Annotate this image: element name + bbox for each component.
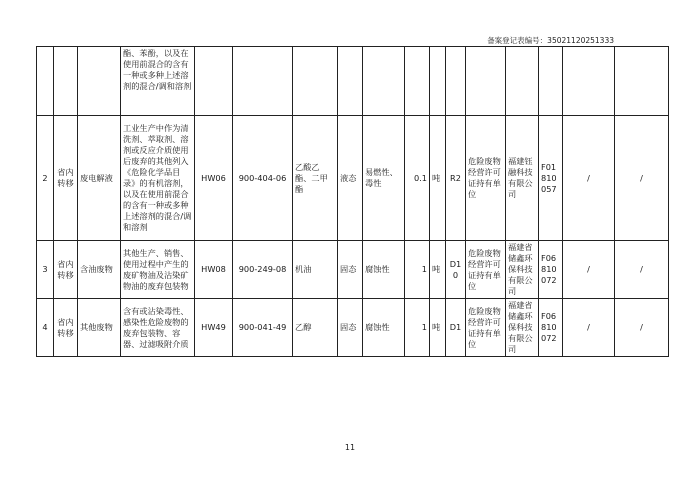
cell-receiver-code: F01810057 (539, 116, 563, 241)
page-number: 11 (344, 443, 356, 452)
cell-blank (338, 47, 363, 116)
cell-quantity: 1 (405, 241, 430, 299)
cell-col15: / (615, 116, 669, 241)
cell-category: HW06 (195, 116, 233, 241)
cell-transfer: 省内转移 (54, 116, 78, 241)
cell-receiver: 福建省储鑫环保科技有限公司 (506, 241, 539, 299)
cell-blank (405, 47, 430, 116)
cell-blank (54, 47, 78, 116)
cell-receiver: 福建钰融科技有限公司 (506, 116, 539, 241)
cell-code: 900-404-06 (233, 116, 293, 241)
record-number: 备案登记表编号：35021120251333 (487, 36, 614, 45)
cell-blank (563, 47, 615, 116)
waste-transfer-table (36, 46, 669, 357)
cell-blank (363, 47, 405, 116)
cell-hazard: 易燃性、毒性 (363, 116, 405, 241)
cell-col14: / (563, 241, 615, 299)
cell-method: D1 (446, 299, 466, 357)
cell-transfer: 省内转移 (54, 299, 78, 357)
cell-hazard: 腐蚀性 (363, 241, 405, 299)
cell-blank (78, 47, 121, 116)
cell-blank (293, 47, 338, 116)
cell-col14: / (563, 116, 615, 241)
cell-hazard: 腐蚀性 (363, 299, 405, 357)
cell-blank (233, 47, 293, 116)
cell-form: 固态 (338, 299, 363, 357)
cell-name: 其他废物 (78, 299, 121, 357)
cell-no: 3 (37, 241, 54, 299)
cell-blank (615, 47, 669, 116)
cell-col14: / (563, 299, 615, 357)
cell-description: 工业生产中作为清洗剂、萃取剂、溶剂或反应介质使用后废弃的其他列入《危险化学品目录》的有机溶剂，以及在使用前混合的含有一种或多种上述溶剂的混合/调和溶剂 (121, 116, 195, 241)
cell-category: HW08 (195, 241, 233, 299)
cell-component: 乙醇 (293, 299, 338, 357)
table-row (37, 116, 669, 241)
cell-no: 4 (37, 299, 54, 357)
cell-no: 2 (37, 116, 54, 241)
cell-quantity: 0.1 (405, 116, 430, 241)
table-row (37, 299, 669, 357)
cell-receiver-code: F06810072 (539, 241, 563, 299)
cell-category: HW49 (195, 299, 233, 357)
table-row (37, 241, 669, 299)
cell-method: D10 (446, 241, 466, 299)
cell-name: 含油废物 (78, 241, 121, 299)
cell-license: 危险废物经营许可证持有单位 (466, 116, 506, 241)
cell-col15: / (615, 241, 669, 299)
cell-blank (539, 47, 563, 116)
cell-blank (195, 47, 233, 116)
cell-blank (446, 47, 466, 116)
cell-description: 含有或沾染毒性、感染性危险废物的废弃包装物、容器、过滤吸附介质 (121, 299, 195, 357)
cell-form: 固态 (338, 241, 363, 299)
cell-unit: 吨 (430, 299, 446, 357)
cell-description: 酯、苯酚，以及在使用前混合的含有一种或多种上述溶剂的混合/调和溶剂 (121, 47, 195, 116)
cell-unit: 吨 (430, 241, 446, 299)
cell-transfer: 省内转移 (54, 241, 78, 299)
cell-unit: 吨 (430, 116, 446, 241)
continuation-row (37, 47, 669, 116)
cell-name: 废电解液 (78, 116, 121, 241)
cell-receiver-code: F06810072 (539, 299, 563, 357)
cell-code: 900-249-08 (233, 241, 293, 299)
cell-component: 乙酸乙酯、二甲酯 (293, 116, 338, 241)
cell-license: 危险废物经营许可证持有单位 (466, 241, 506, 299)
cell-method: R2 (446, 116, 466, 241)
cell-description: 其他生产、销售、使用过程中产生的废矿物油及沾染矿物油的废弃包装物 (121, 241, 195, 299)
cell-blank (430, 47, 446, 116)
cell-blank (506, 47, 539, 116)
cell-blank (466, 47, 506, 116)
cell-component: 机油 (293, 241, 338, 299)
cell-code: 900-041-49 (233, 299, 293, 357)
cell-license: 危险废物经营许可证持有单位 (466, 299, 506, 357)
cell-form: 液态 (338, 116, 363, 241)
cell-quantity: 1 (405, 299, 430, 357)
cell-receiver: 福建省储鑫环保科技有限公司 (506, 299, 539, 357)
cell-blank (37, 47, 54, 116)
cell-col15: / (615, 299, 669, 357)
